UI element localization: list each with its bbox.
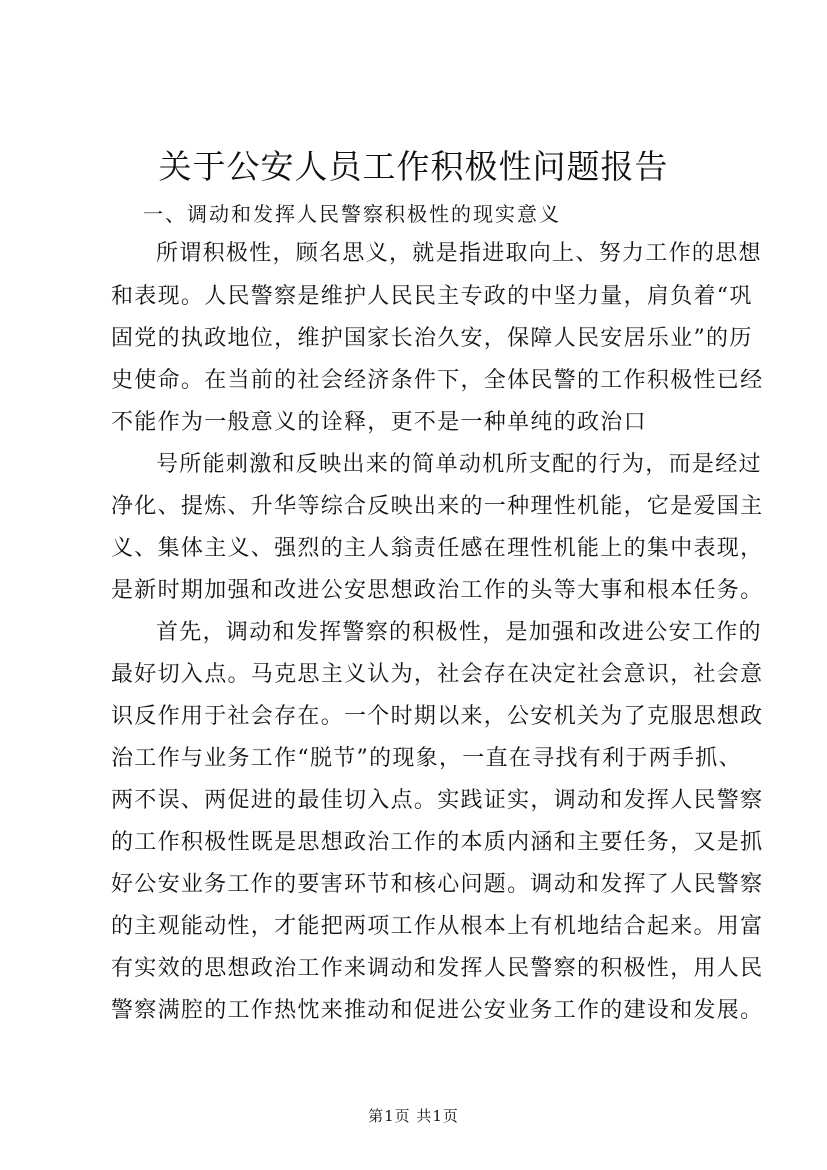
- section-heading: 一、调动和发挥人民警察积极性的现实意义: [143, 202, 561, 226]
- paragraph-line: 净化、提炼、升华等综合反映出来的一种理性机能，它是爱国主: [111, 494, 764, 519]
- paragraph-line: 是新时期加强和改进公安思想政治工作的头等大事和根本任务。: [111, 578, 764, 603]
- paragraph-line: 首先，调动和发挥警察的积极性，是加强和改进公安工作的: [156, 620, 762, 645]
- page-number: 第1页 共1页: [368, 1107, 459, 1125]
- paragraph-line: 的工作积极性既是思想政治工作的本质内涵和主要任务，又是抓: [111, 830, 764, 855]
- paragraph-line: 不能作为一般意义的诠释，更不是一种单纯的政治口: [111, 410, 647, 435]
- paragraph-line: 两不误、两促进的最佳切入点。实践证实，调动和发挥人民警察: [111, 788, 764, 813]
- document-title: 关于公安人员工作积极性问题报告: [158, 147, 669, 186]
- paragraph-line: 最好切入点。马克思主义认为，社会存在决定社会意识，社会意: [111, 662, 764, 687]
- paragraph-line: 义、集体主义、强烈的主人翁责任感在理性机能上的集中表现，: [111, 536, 764, 561]
- paragraph-line: 识反作用于社会存在。一个时期以来，公安机关为了克服思想政: [111, 704, 764, 729]
- paragraph-line: 固党的执政地位，维护国家长治久安，保障人民安居乐业”的历: [111, 326, 753, 351]
- paragraph-line: 号所能刺激和反映出来的简单动机所支配的行为，而是经过: [156, 452, 762, 477]
- paragraph-line: 史使命。在当前的社会经济条件下，全体民警的工作积极性已经: [111, 368, 764, 393]
- paragraph-line: 有实效的思想政治工作来调动和发挥人民警察的积极性，用人民: [111, 956, 764, 981]
- paragraph-line: 和表现。人民警察是维护人民民主专政的中坚力量，肩负着“巩: [111, 284, 753, 309]
- paragraph-line: 的主观能动性，才能把两项工作从根本上有机地结合起来。用富: [111, 914, 764, 939]
- paragraph-line: 好公安业务工作的要害环节和核心问题。调动和发挥了人民警察: [111, 872, 764, 897]
- paragraph-line: 所谓积极性，顾名思义，就是指进取向上、努力工作的思想: [156, 241, 762, 266]
- paragraph-line: 治工作与业务工作“脱节”的现象，一直在寻找有利于两手抓、: [111, 746, 742, 771]
- paragraph-line: 警察满腔的工作热忱来推动和促进公安业务工作的建设和发展。: [111, 998, 764, 1023]
